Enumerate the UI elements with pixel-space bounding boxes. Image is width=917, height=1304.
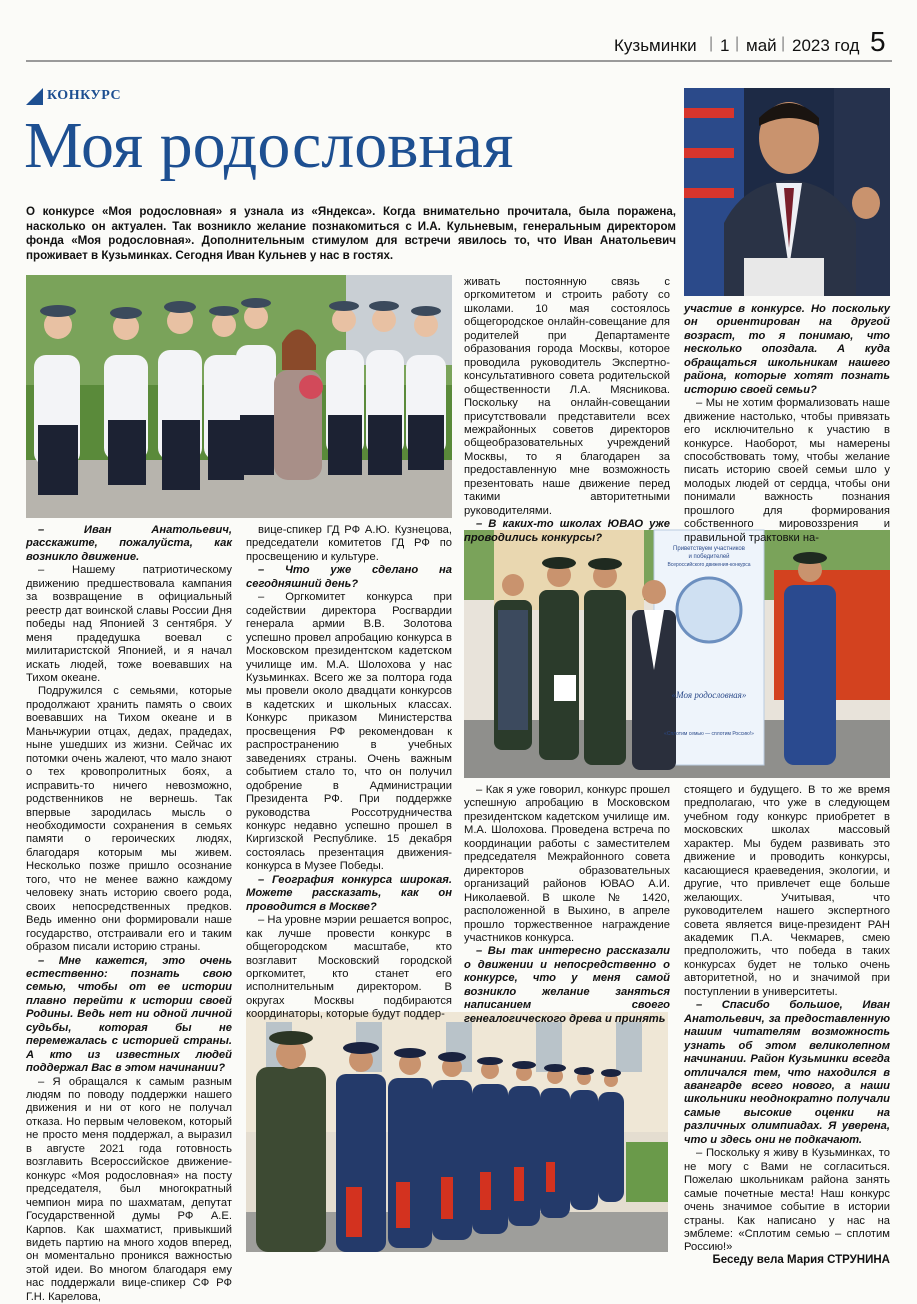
page-number: 5	[870, 26, 886, 57]
interview-question: участие в конкурсе. Но поскольку он ориентирован на другой возраст, то я понимаю, что несколько опоздала. А куда обращаться школьникам нашего района, которые хотят познать историю своей семьи?	[684, 303, 890, 396]
rubric-triangle-icon	[26, 88, 43, 105]
article-column-3-bottom	[464, 784, 670, 1025]
header-separator: |	[735, 35, 740, 52]
page-title: Моя родословная	[24, 109, 514, 182]
header-year: 2023 год	[792, 36, 860, 55]
banner-greeting-text-2: и победителей	[688, 554, 730, 560]
interview-answer: – Мы не хотим формализовать наше движение настолько, чтобы привязать его исключительно к участию в конкурсе. Наоборот, мы намерены способствовать тому, чтобы желание писать историю своей семьи шло у молодых людей от сердца, чтобы они понимали важность познания прошлого для формирования собственного мировоззрения и правильной трактовки на-	[684, 397, 890, 544]
article-column-1	[26, 524, 232, 1303]
interview-question: – Что уже сделано на сегодняшний день?	[246, 564, 452, 590]
interview-question: – Вы так интересно рассказали о движении и непосредственно о конкурсе, что у меня самой возникло желание заняться написанием своего генеалогического древа и принять	[464, 945, 670, 1025]
photo-portrait-speaker	[684, 88, 890, 296]
header-rule	[26, 60, 892, 62]
interview-answer: – Оргкомитет конкурса при содействии директора Росгвардии генерала армии В.В. Золотова успешно провел апробацию конкурса в Московском президентском кадетском училище им. М.А. Шолохова у нас Кузьминках. Всего же за полтора года мы провели около двадцати конкурсов в кадетских и школьных классах. Конкурс приказом Министерства просвещения РФ рекомендован к распространению в учебных заведениях страны. Очень важным событием стало то, что он получил одобрение в Администрации Президента РФ. При поддержке руководства Россотрудничества конкурс недавно успешно прошел в Киргизской Республике. 15 декабря состоялась презентация движения-конкурса в Музее Победы.	[246, 591, 452, 873]
interview-answer: живать постоянную связь с оргкомитетом и строить работу со школами. 10 мая состоялось общегородское онлайн-совещание для родителей при Департаменте образования города Москвы, которое проводила руководитель Экспертно-консультативного совета родительской общественности Л.А. Мясникова. Поскольку на онлайн-совещании присутствовали представители всех межрайонных советов директоров общеобразовательных учреждений Москвы, то я благодарен за предоставленную мне возможность презентовать наше движение перед такими авторитетными руководителями.	[464, 276, 670, 517]
header-separator: |	[709, 35, 714, 52]
article-column-2	[246, 524, 452, 1021]
interview-question: – Мне кажется, это очень естественно: познать свою семью, чтобы от ее истории плавно перейти к истории своей Родины. Ведь нет ни одной личной судьбы, которая бы не перемежалась с историей страны. А кто из известных людей поддержал Вас в этом начинании?	[26, 954, 232, 1075]
banner-greeting-text: Приветствуем участников	[673, 546, 745, 552]
article-column-4-top	[684, 303, 890, 544]
header-separator: |	[781, 35, 786, 52]
interview-question: – В каких-то школах ЮВАО уже проводились конкурсы?	[464, 518, 670, 544]
header-issue: 1	[720, 36, 730, 55]
interview-answer: – Нашему патриотическому движению предшествовала кампания за возвращение в официальный реестр дат воинской славы России Дня победы над Японией 3 сентября. У меня прадедушка воевал с милитаристской Японией, и я начал искать людей, тоже воевавших на Тихом океане.	[26, 564, 232, 684]
article-column-4-bottom	[684, 784, 890, 1254]
header-month: май	[746, 36, 777, 55]
interview-question: – Спасибо большое, Иван Анатольевич, за предоставленную нашим читателям возможность узнать об этом великолепном начинании. Район Кузьминки всегда отличался тем, что находился в авангарде всего нового, а наши школьники неоднократно получали самые высокие оценки на различных олимпиадах. Я уверена, что и здесь они не подкачают.	[684, 999, 890, 1146]
interview-answer: – Как я уже говорил, конкурс прошел успешную апробацию в Московском президентском кадетском училище им. М.А. Шолохова. Проведена встреча по координации работы с заместителем председателя Межрайонного совета директоров образовательных организаций районов ЮВАО А.И. Николаевой. В школе № 1420, расположенной в Выхино, в апреле прошло торжественное награждение участников конкурса.	[464, 784, 670, 944]
article-lead: О конкурсе «Моя родословная» я узнала из «Яндекса». Когда внимательно прочитала, была поражена, насколько он актуален. Так возникло желание познакомиться с И.А. Кульневым, генеральным директором фонда «Моя родословная». Дополнительным стимулом для встречи явилось то, что Иван Анатольевич проживает в Кузьминках. Сегодня Иван Кульнев у нас в гостях.	[26, 205, 676, 262]
photo-cadet-girls	[26, 275, 452, 518]
article-column-3-top	[464, 276, 670, 544]
banner-slogan: «Сплотим семью — сплотим Россию!»	[664, 731, 754, 737]
rubric-label: КОНКУРС	[47, 88, 122, 103]
banner-greeting-text-3: Всероссийского движения-конкурса	[667, 562, 751, 568]
interview-question: – География конкурса широкая. Можете рассказать, как он проводится в Москве?	[246, 873, 452, 913]
article-signature: Беседу вела Мария СТРУНИНА	[712, 1254, 890, 1266]
interview-answer: – Я обращался к самым разным людям по поводу поддержки нашего движения и ни от кого не получал отказа. Но первым человеком, который не просто меня поддержал, а выразил в августе 2021 года готовность возглавить Всероссийское движение-конкурс «Моя родословная» на посту председателя, был многократный чемпион мира по шахматам, депутат Государственной думы РФ А.Е. Карпов. Как шахматист, привыкший видеть партию на много ходов вперед, он моментально проникся важностью этой идеи. Во многом благодаря ему нас поддержали вице-спикер СФ РФ Г.Н. Карелова,	[26, 1075, 232, 1303]
interview-answer: Подружился с семьями, которые продолжают хранить память о своих воевавших на Тихом океане и в Маньчжурии отцах, дедах, прадедах, ныне ушедших из жизни. Сейчас их потомки очень жалеют, что мало знают о тех кровопролитных боях, а исправить-то ничего невозможно, родственников не вернешь. Так впервые зародилась мысль о необходимости сохранения в семьях памяти о героических людях, благодаря которым мы живем. Несколько позже пришло осознание того, что не менее важно каждому человеку знать историю своего рода, своих непосредственных предков. Ведь именно они формировали наше государство, отстраивали его и таким образом писали историю страны.	[26, 685, 232, 954]
page-header	[600, 26, 892, 60]
interview-answer: – На уровне мэрии решается вопрос, как лучше провести конкурс в общегородском масштабе, кто возглавит Московский городской оргкомитет, кто станет его исполнительным директором. В округах Москвы подбираются координаторы, которые будут поддер-	[246, 914, 452, 1021]
header-paper-name: Кузьминки	[614, 36, 697, 55]
interview-answer: вице-спикер ГД РФ А.Ю. Кузнецова, председатели комитетов ГД РФ по просвещению и культуре.	[246, 524, 452, 563]
interview-answer: – Поскольку я живу в Кузьминках, то не могу с Вами не согласиться. Пожелаю школьникам района занять самые почетные места! Наш конкурс очень значимое событие в истории страны. Как написано у нас на эмблеме: «Сплотим семью – сплотим Россию!»	[684, 1147, 890, 1254]
interview-question: – Иван Анатольевич, расскажите, пожалуйста, как возникло движение.	[26, 524, 232, 563]
photo-officers-banner	[464, 530, 890, 778]
banner-contest-name: «Моя родословная»	[671, 690, 747, 700]
interview-answer: стоящего и будущего. В то же время предполагаю, что уже в следующем учебном году конкурс приобретет в московских школах массовый характер. Мы будем развивать это движение и проводить конкурсы, касающиеся краеведения, экологии, и другие, что привлечет еще больше желающих. Учитывая, что руководителем нашего экспертного совета является вице-президент РАН академик П.А. Чекмарев, смею предположить, что победа в таких конкурсах будет не только очень авторитетной, но и значимой при поступлении в университеты.	[684, 784, 890, 998]
photo-cadets-saluting	[246, 1012, 668, 1252]
